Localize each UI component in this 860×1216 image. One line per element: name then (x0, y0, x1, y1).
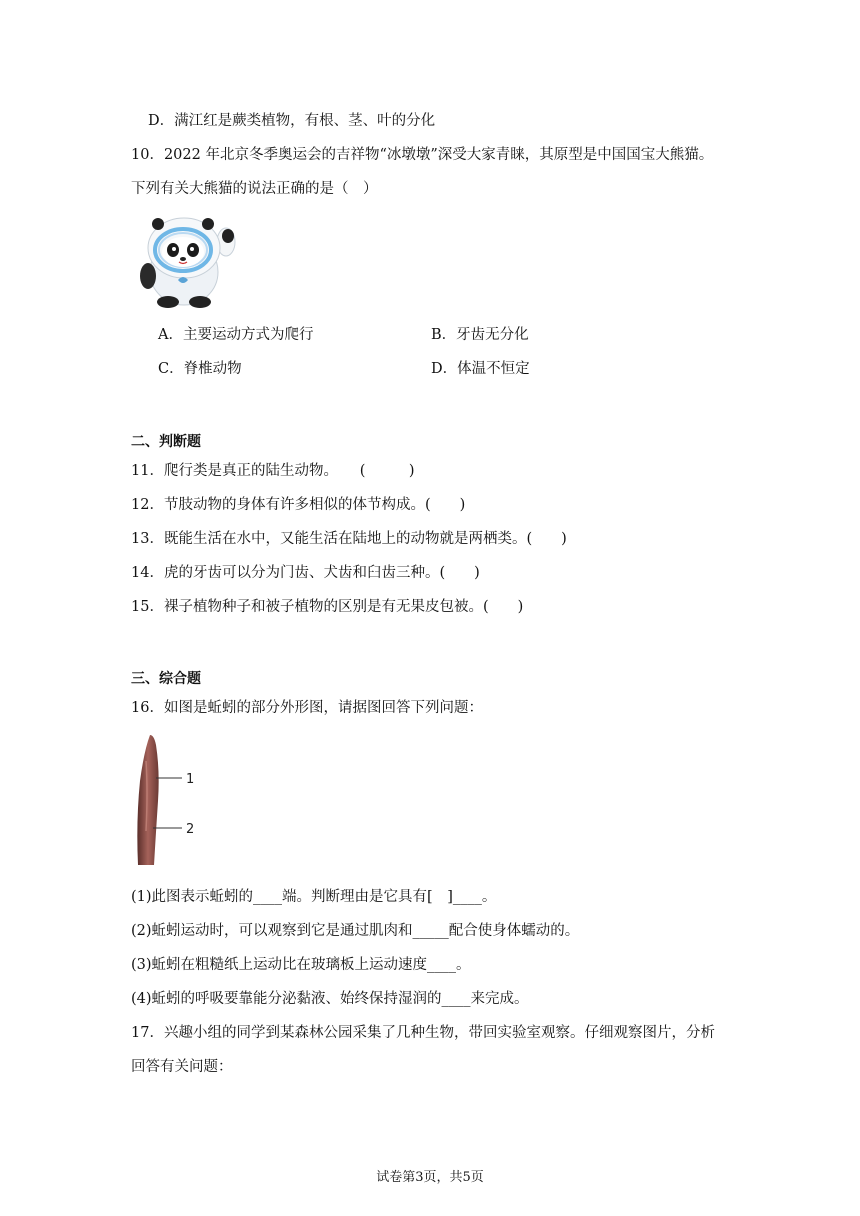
question-14: 14．虎的牙齿可以分为门齿、犬齿和臼齿三种。( ) (131, 565, 480, 581)
q16-sub3: (3)蚯蚓在粗糙纸上运动比在玻璃板上运动速度____。 (131, 957, 471, 973)
section-heading-comprehensive: 三、综合题 (131, 671, 201, 687)
q10-stem-line1: 10．2022 年北京冬季奥运会的吉祥物“冰墩墩”深受大家青睐，其原型是中国国宝大熊猫。 (131, 147, 714, 163)
q16-sub4: (4)蚯蚓的呼吸要靠能分泌黏液、始终保持湿润的____来完成。 (131, 991, 529, 1007)
q9-option-d: D．满江红是蕨类植物，有根、茎、叶的分化 (148, 113, 436, 129)
q10-option-c: C．脊椎动物 (158, 361, 242, 377)
earthworm-figure (126, 731, 206, 867)
q10-option-b: B．牙齿无分化 (431, 327, 529, 343)
q17-stem-line2: 回答有关问题： (131, 1059, 233, 1075)
q10-option-a: A．主要运动方式为爬行 (158, 327, 314, 343)
q16-stem: 16．如图是蚯蚓的部分外形图，请据图回答下列问题： (131, 700, 483, 716)
earthworm-label-2: 2 (186, 822, 195, 837)
question-11: 11．爬行类是真正的陆生动物。 ( ) (131, 463, 415, 479)
q10-option-d: D．体温不恒定 (431, 361, 530, 377)
section-heading-judgement: 二、判断题 (131, 434, 201, 450)
q17-stem-line1: 17．兴趣小组的同学到某森林公园采集了几种生物，带回实验室观察。仔细观察图片，分析 (131, 1025, 715, 1041)
q16-sub1: (1)此图表示蚯蚓的____端。判断理由是它具有[ ]____。 (131, 889, 497, 905)
question-15: 15．裸子植物种子和被子植物的区别是有无果皮包被。( ) (131, 599, 524, 615)
q10-stem-line2: 下列有关大熊猫的说法正确的是（ ） (131, 181, 378, 197)
bing-dwen-dwen-mascot-image (128, 212, 240, 308)
page-footer: 试卷第3页，共5页 (376, 1170, 484, 1185)
earthworm-label-1: 1 (186, 772, 195, 787)
question-12: 12．节肢动物的身体有许多相似的体节构成。( ) (131, 497, 466, 513)
q16-sub2: (2)蚯蚓运动时，可以观察到它是通过肌肉和_____配合使身体蠕动的。 (131, 923, 580, 939)
question-13: 13．既能生活在水中，又能生活在陆地上的动物就是两栖类。( ) (131, 531, 567, 547)
